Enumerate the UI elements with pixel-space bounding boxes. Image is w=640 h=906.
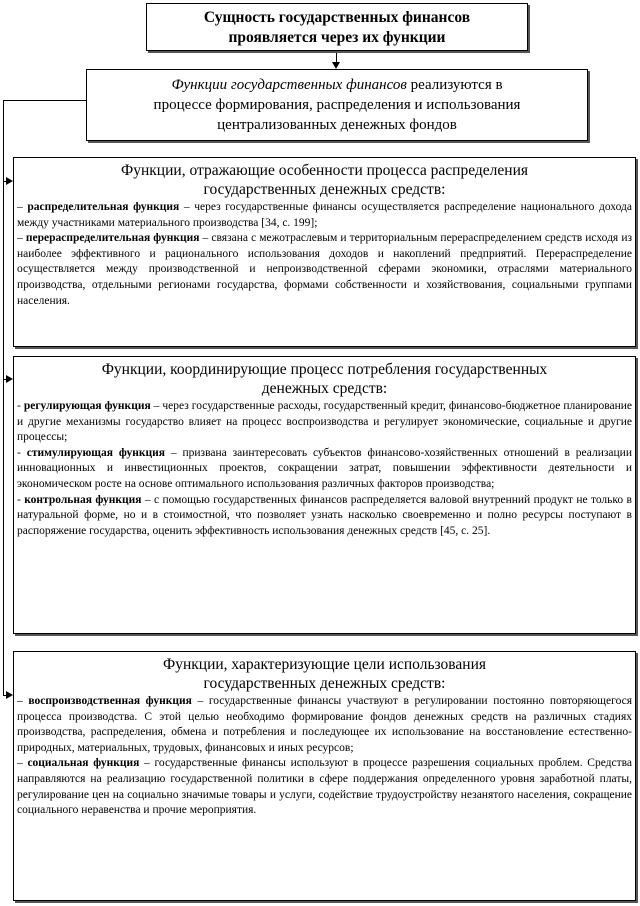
arrow-right-icon bbox=[6, 691, 13, 699]
item-prefix: - bbox=[17, 400, 24, 412]
item-term: распределительная функция bbox=[27, 201, 180, 213]
item-prefix: - bbox=[17, 446, 27, 459]
section-heading-line-1: Функции, координирующие процесс потребления государственных bbox=[101, 361, 548, 378]
section-heading-line-1: Функции, характеризующие цели использования bbox=[162, 656, 487, 673]
section-heading-line-2: государственных денежных средств: bbox=[203, 675, 446, 692]
section-body bbox=[14, 399, 635, 539]
list-item bbox=[17, 231, 632, 309]
essence-title-box bbox=[146, 3, 528, 51]
section-usage-goal-functions bbox=[13, 651, 636, 901]
list-item bbox=[17, 756, 632, 818]
functions-implementation-box bbox=[86, 69, 588, 141]
functions-italic-term: Функции государственных финансов bbox=[171, 77, 407, 93]
item-prefix: – bbox=[17, 695, 29, 707]
item-text: – призвана заинтересовать субъектов финансово-хозяйственных отношений в реализации инновационных и инвестиционных проектов, сокращении затрат, повышении эффективности деятельности и экономическом росте на основе оптимального использования различных факторов производства; bbox=[17, 446, 632, 490]
item-text: – через государственные расходы, государственный кредит, финансово-бюджетное планирование и другие механизмы государство влияет на процесс воспроизводства и регулирует экономические, социальные и другие процессы; bbox=[17, 400, 632, 444]
section-body bbox=[14, 200, 635, 309]
item-prefix: - bbox=[17, 493, 25, 506]
title-line-2: проявляется через их функции bbox=[228, 29, 446, 46]
section-heading-line-1: Функции, отражающие особенности процесса распределения bbox=[120, 162, 528, 179]
section-distribution-functions bbox=[13, 157, 636, 347]
functions-line-1-rest: реализуются в bbox=[406, 77, 503, 93]
arrow-right-icon bbox=[6, 177, 13, 185]
item-term: воспроизводственная функция bbox=[28, 695, 192, 707]
list-item bbox=[17, 399, 632, 446]
left-vertical-connector bbox=[3, 100, 4, 695]
item-term: перераспределительная функция bbox=[25, 232, 200, 245]
section-heading bbox=[14, 652, 635, 694]
item-prefix: – bbox=[17, 757, 28, 770]
item-term: социальная функция bbox=[27, 757, 140, 770]
section-body bbox=[14, 694, 635, 819]
item-term: стимулирующая функция bbox=[26, 446, 165, 459]
item-term: регулирующая функция bbox=[23, 400, 151, 412]
section-heading-line-2: денежных средств: bbox=[261, 380, 388, 397]
section-coordination-functions bbox=[13, 356, 636, 634]
item-prefix: – bbox=[17, 201, 28, 213]
item-text: – государственные финансы участвуют в регулировании постоянно повторяющегося процесса производства. С этой целью необходимо формирование фондов денежных средств на различных стадиях производства, распределения, обмена и потребления и последующее их использование на восстановление естественно-природных, материальных, трудовых, финансовых и иных ресурсов; bbox=[17, 695, 633, 754]
section-heading bbox=[14, 158, 635, 200]
item-text: – связана с межотраслевым и территориальным перераспределением средств исходя из наиболее эффективного и рационального использования доходов и накоплений предприятий. Перераспределение осуществляется между производственной и непроизводственной сферами экономики, отраслями материального производства, отдельными регионами государства, формами собственности и хозяйствования, социальными группами населения. bbox=[17, 232, 633, 307]
list-item bbox=[17, 446, 632, 493]
arrow-down-icon bbox=[332, 62, 340, 69]
item-term: контрольная функция bbox=[24, 493, 142, 506]
functions-line-2: процессе формирования, распределения и использования bbox=[153, 97, 521, 113]
section-heading bbox=[14, 357, 635, 399]
item-text: – через государственные финансы осуществляется распределение национального дохода между участниками материального производства [34, с. 199]; bbox=[17, 201, 632, 229]
list-item bbox=[17, 493, 632, 540]
functions-line-3: централизованных денежных фондов bbox=[217, 117, 457, 133]
item-text: – государственные финансы используют в процессе разрешения социальных проблем. Средства направляются на реализацию государственной политики в сфере поддержания определенного уровня заработной платы, регулирование цен на социально значимые товары и услуги, содействие трудоустройству незанятого населения, сокращение социального неравенства и прочие мероприятия. bbox=[17, 757, 633, 817]
item-prefix: – bbox=[17, 232, 26, 245]
connector-functions-left bbox=[3, 100, 86, 101]
section-heading-line-2: государственных денежных средств: bbox=[203, 181, 446, 198]
title-line-1: Сущность государственных финансов bbox=[203, 9, 471, 26]
arrow-right-icon bbox=[6, 375, 13, 383]
list-item bbox=[17, 694, 632, 756]
item-text: – с помощью государственных финансов распределяется валовой внутренний продукт не только в натуральной форме, но и в стоимостной, что позволяет узнать насколько своевременно и полно ресурсы поступают в распоряжение государства, оценить эффективность использования денежных средств [45, с. 25]. bbox=[17, 493, 632, 537]
list-item bbox=[17, 200, 632, 231]
